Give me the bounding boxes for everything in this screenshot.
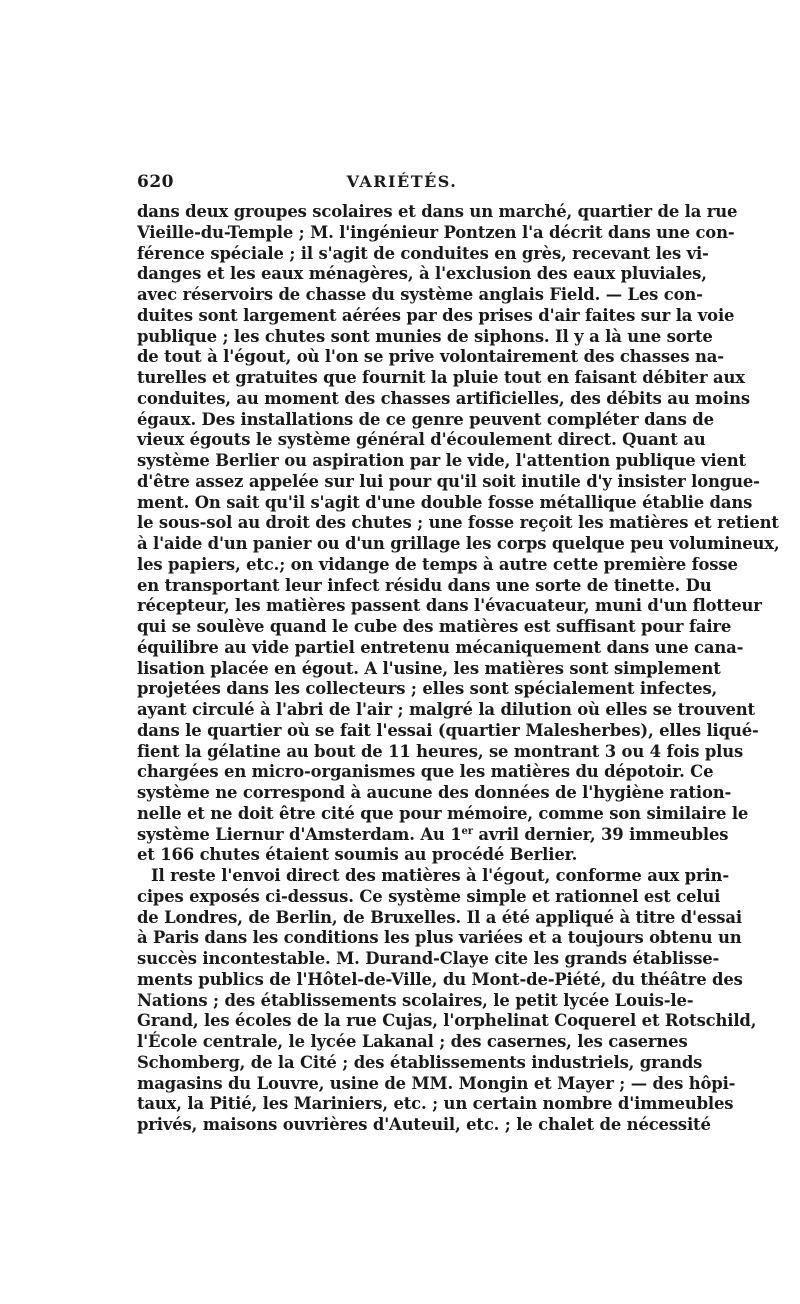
text-line: Schomberg, de la Cité ; des établissements industriels, grands <box>137 1052 703 1072</box>
text-line: avec réservoirs de chasse du système anglais Field. — Les con- <box>137 285 703 304</box>
text-line: duites sont largement aérées par des prises d'air faites sur la voie <box>137 305 735 325</box>
text-line: succès incontestable. M. Durand-Claye cite les grands établisse- <box>137 949 720 968</box>
text-line: Il reste l'envoi direct des matières à l'égout, conforme aux prin- <box>151 866 729 885</box>
text-line: Nations ; des établissements scolaires, le petit lycée Louis-le- <box>137 990 694 1010</box>
text-line: lisation placée en égout. A l'usine, les matières sont simplement <box>137 658 721 678</box>
text-line: taux, la Pitié, les Mariniers, etc. ; un certain nombre d'immeubles <box>137 1094 734 1114</box>
text-line: cipes exposés ci-dessus. Ce système simple et rationnel est celui <box>137 886 721 906</box>
text-line: l'École centrale, le lycée Lakanal ; des casernes, les casernes <box>137 1032 688 1051</box>
text-line: en transportant leur infect résidu dans une sorte de tinette. Du <box>137 575 712 595</box>
text-line: système Berlier ou aspiration par le vide, l'attention publique vient <box>137 451 746 470</box>
text-line: de Londres, de Berlin, de Bruxelles. Il a été appliqué à titre d'essai <box>137 907 742 927</box>
text-line: chargées en micro-organismes que les matières du dépotoir. Ce <box>137 762 714 782</box>
text-line: publique ; les chutes sont munies de siphons. Il y a là une sorte <box>137 326 713 346</box>
running-title: VARIÉTÉS. <box>346 172 458 191</box>
text-line: système Liernur d'Amsterdam. Au 1er avril dernier, 39 immeubles <box>137 824 729 844</box>
text-line: ayant circulé à l'abri de l'air ; malgré la dilution où elles se trouvent <box>137 700 755 719</box>
text-line: ment. On sait qu'il s'agit d'une double fosse métallique établie dans <box>137 492 753 512</box>
page-number: 620 <box>137 172 174 192</box>
text-line: férence spéciale ; il s'agit de conduites en grès, recevant les vi- <box>137 243 709 263</box>
text-line: et 166 chutes étaient soumis au procédé Berlier. <box>137 845 578 865</box>
text-line: dans deux groupes scolaires et dans un marché, quartier de la rue <box>137 202 738 221</box>
text-line: turelles et gratuites que fournit la pluie tout en faisant débiter aux <box>137 368 745 387</box>
text-line: le sous-sol au droit des chutes ; une fosse reçoit les matières et retient <box>137 513 779 533</box>
text-line: Grand, les écoles de la rue Cujas, l'orphelinat Coquerel et Rotschild, <box>137 1011 757 1031</box>
text-line: de tout à l'égout, où l'on se prive volontairement des chasses na- <box>137 347 724 367</box>
text-line: magasins du Louvre, usine de MM. Mongin et Mayer ; — des hôpi- <box>137 1073 736 1093</box>
text-line: à Paris dans les conditions les plus variées et a toujours obtenu un <box>137 928 742 948</box>
text-line: fient la gélatine au bout de 11 heures, se montrant 3 ou 4 fois plus <box>137 741 744 761</box>
paragraph <box>137 866 757 1136</box>
text-line: projetées dans les collecteurs ; elles sont spécialement infectes, <box>137 679 718 699</box>
paragraph <box>137 202 780 866</box>
text-line: ments publics de l'Hôtel-de-Ville, du Mont-de-Piété, du théâtre des <box>137 969 743 989</box>
text-line: égaux. Des installations de ce genre peuvent compléter dans de <box>137 409 714 429</box>
text-line: dans le quartier où se fait l'essai (quartier Malesherbes), elles liqué- <box>137 720 759 740</box>
text-line: récepteur, les matières passent dans l'évacuateur, muni d'un flotteur <box>137 596 762 616</box>
text-line: nelle et ne doit être cité que pour mémoire, comme son similaire le <box>137 803 749 823</box>
text-line: danges et les eaux ménagères, à l'exclusion des eaux pluviales, <box>137 264 707 284</box>
text-line: qui se soulève quand le cube des matières est suffisant pour faire <box>137 617 732 636</box>
book-page <box>137 172 780 1136</box>
text-line: système ne correspond à aucune des données de l'hygiène ration- <box>137 783 732 802</box>
text-line: équilibre au vide partiel entretenu mécaniquement dans une cana- <box>137 637 744 657</box>
text-line: privés, maisons ouvrières d'Auteuil, etc. ; le chalet de nécessité <box>137 1115 711 1134</box>
text-line: vieux égouts le système général d'écoulement direct. Quant au <box>137 430 706 450</box>
text-line: à l'aide d'un panier ou d'un grillage les corps quelque peu volumineux, <box>137 534 780 553</box>
text-line: conduites, au moment des chasses artificielles, des débits au moins <box>137 388 750 408</box>
text-line: Vieille-du-Temple ; M. l'ingénieur Pontzen l'a décrit dans une con- <box>137 222 735 242</box>
body-text <box>137 202 780 1136</box>
running-head <box>137 172 667 198</box>
text-line: d'être assez appelée sur lui pour qu'il soit inutile d'y insister longue- <box>137 471 760 491</box>
text-line: les papiers, etc.; on vidange de temps à autre cette première fosse <box>137 554 738 574</box>
